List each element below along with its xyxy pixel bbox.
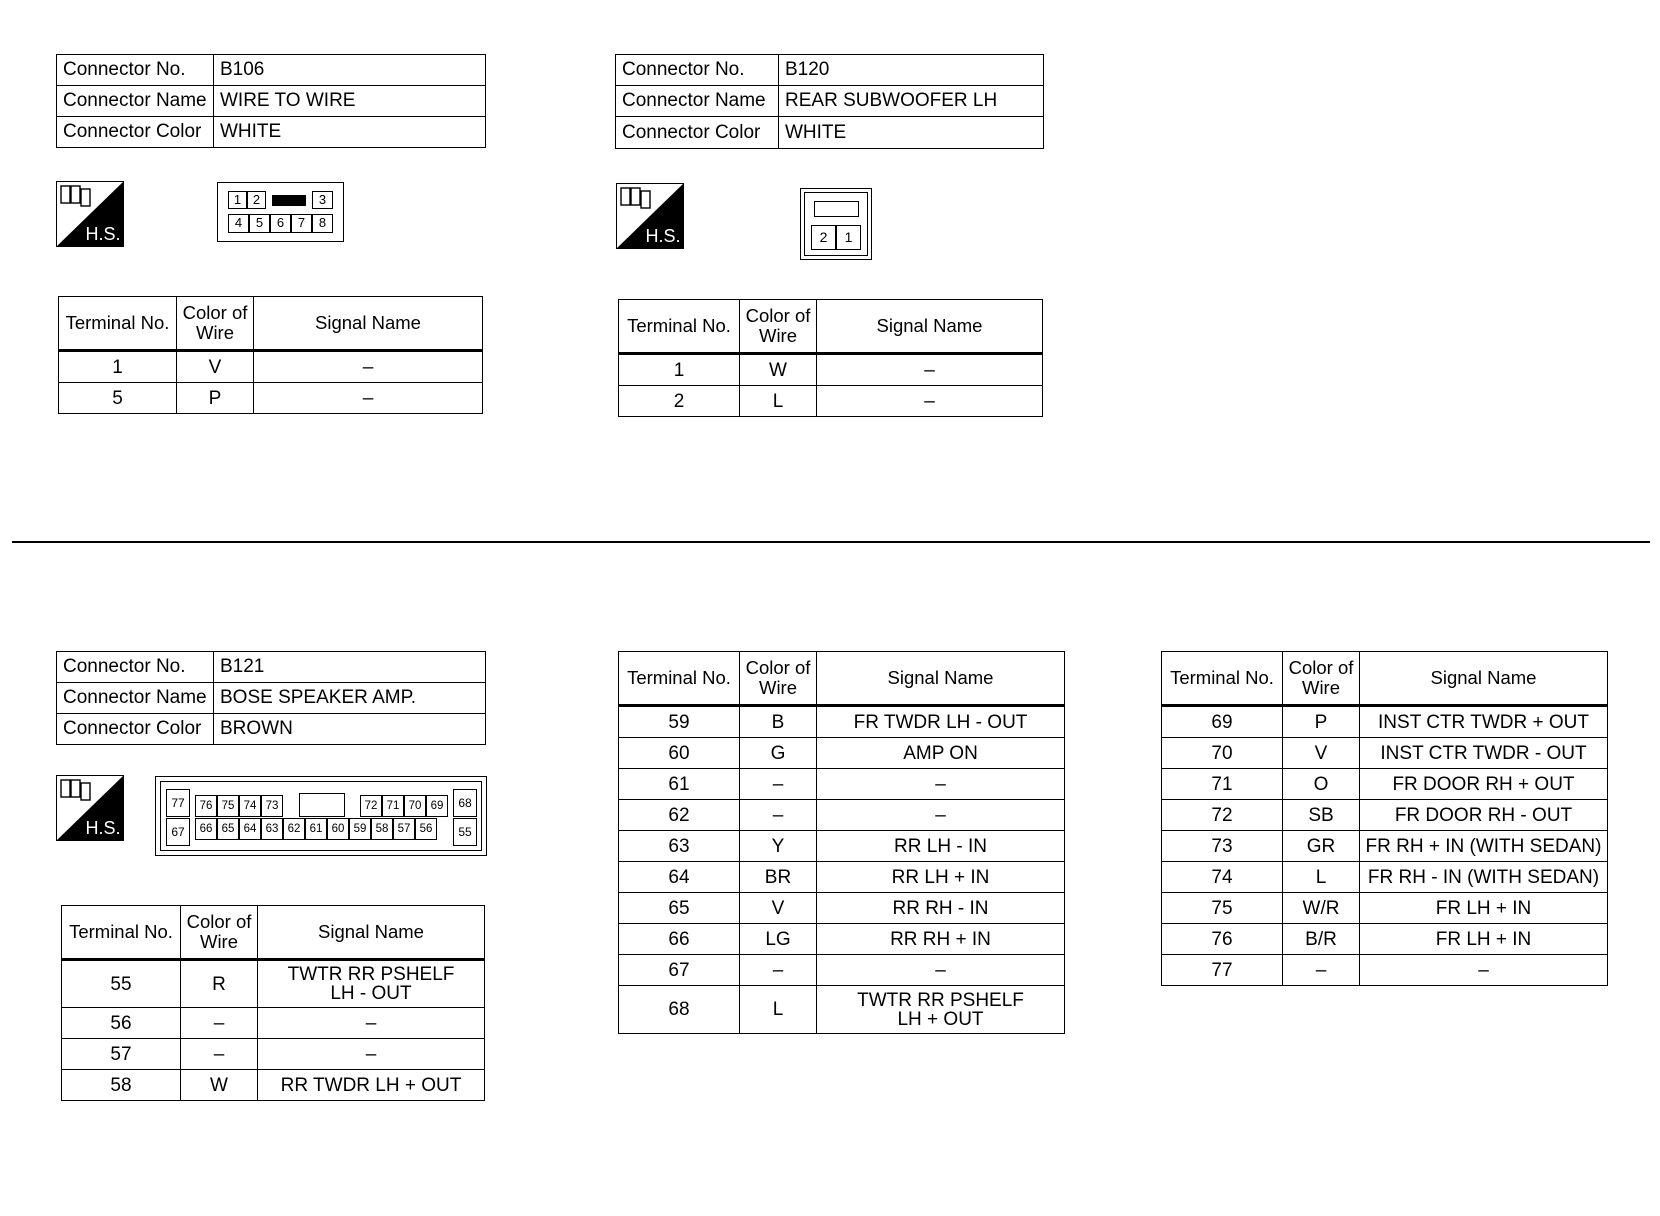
pin: 56 [415,818,437,840]
terminal-no-header: Terminal No. [62,906,181,960]
table-row: 62 – – [619,800,1065,831]
table-row: 63 Y RR LH - IN [619,831,1065,862]
table-row: 60 G AMP ON [619,738,1065,769]
color-of-wire-header: Color of Wire [740,300,817,354]
table-row: 75 W/R FR LH + IN [1162,893,1608,924]
pin: 74 [239,795,261,817]
table-row: 1 V – [59,351,483,383]
table-row: 70 V INST CTR TWDR - OUT [1162,738,1608,769]
pin: 73 [261,795,283,817]
table-row: 71 O FR DOOR RH + OUT [1162,769,1608,800]
svg-text:H.S.: H.S. [85,818,121,838]
connector-color-label: Connector Color [57,117,214,148]
signal-name-header: Signal Name [1360,652,1608,706]
pin: 75 [217,795,239,817]
terminal-no-header: Terminal No. [1162,652,1283,706]
table-row: 68 L TWTR RR PSHELF LH + OUT [619,986,1065,1034]
table-row: 66 LG RR RH + IN [619,924,1065,955]
pin: 62 [283,818,305,840]
signal-name-header: Signal Name [817,300,1043,354]
color-of-wire-header: Color of Wire [181,906,258,960]
pin: 72 [360,795,382,817]
color-of-wire-header: Color of Wire [1283,652,1360,706]
b121-connector-face [155,776,487,856]
pin: 57 [393,818,415,840]
b121-info-table [56,651,486,745]
b106-connector-face [217,182,344,242]
pin: 65 [217,818,239,840]
pin: 2 [247,191,266,209]
table-row: 64 BR RR LH + IN [619,862,1065,893]
pin: 60 [327,818,349,840]
table-row: 1 W – [619,354,1043,386]
pin: 8 [312,214,333,233]
pin: 55 [453,818,477,846]
connector-name-value: BOSE SPEAKER AMP. [214,683,486,714]
connector-name-label: Connector Name [57,86,214,117]
connector-name-label: Connector Name [57,683,214,714]
table-row: 65 V RR RH - IN [619,893,1065,924]
connector-no-label: Connector No. [616,55,779,86]
table-row: 67 – – [619,955,1065,986]
connector-name-label: Connector Name [616,86,779,117]
pin: 70 [404,795,426,817]
harness-side-icon [56,775,124,841]
harness-side-icon [616,183,684,249]
b120-terminal-table [618,299,1043,417]
pin: 61 [305,818,327,840]
table-row: 76 B/R FR LH + IN [1162,924,1608,955]
connector-no-value: B106 [214,55,486,86]
connector-color-label: Connector Color [57,714,214,745]
pin: 64 [239,818,261,840]
b106-terminal-table [58,296,483,414]
pin: 4 [228,214,249,233]
table-row: 56 – – [62,1008,485,1039]
connector-no-value: B121 [214,652,486,683]
b121-terminal-table-c [1161,651,1608,986]
signal-name-header: Signal Name [258,906,485,960]
connector-color-value: WHITE [214,117,486,148]
pin: 63 [261,818,283,840]
table-row: 58 W RR TWDR LH + OUT [62,1070,485,1101]
pin: 1 [836,225,861,250]
table-row: 72 SB FR DOOR RH - OUT [1162,800,1608,831]
color-of-wire-header: Color of Wire [740,652,817,706]
connector-color-value: BROWN [214,714,486,745]
b106-info-table [56,54,486,148]
pin: 59 [349,818,371,840]
pin: 5 [249,214,270,233]
table-row: 77 – – [1162,955,1608,986]
pin: 1 [228,191,247,209]
table-row: 57 – – [62,1039,485,1070]
connector-name-value: REAR SUBWOOFER LH [779,86,1044,117]
pin-key-block [272,195,306,206]
pin: 3 [312,191,333,209]
color-of-wire-header: Color of Wire [177,297,254,351]
pin: 2 [811,225,836,250]
pin: 77 [166,789,190,817]
svg-text:H.S.: H.S. [85,224,121,244]
b120-info-table [615,54,1044,149]
pin-key-slot [814,201,859,217]
table-row: 69 P INST CTR TWDR + OUT [1162,706,1608,738]
connector-color-value: WHITE [779,117,1044,149]
harness-side-icon [56,181,124,247]
table-row: 2 L – [619,386,1043,417]
connector-color-label: Connector Color [616,117,779,149]
pin: 68 [453,789,477,817]
connector-no-label: Connector No. [57,652,214,683]
table-row: 59 B FR TWDR LH - OUT [619,706,1065,738]
pin: 71 [382,795,404,817]
terminal-no-header: Terminal No. [619,300,740,354]
b120-connector-face [800,188,872,260]
table-row: 55 R TWTR RR PSHELF LH - OUT [62,960,485,1008]
section-divider [12,541,1650,543]
connector-no-label: Connector No. [57,55,214,86]
terminal-no-header: Terminal No. [619,652,740,706]
connector-no-value: B120 [779,55,1044,86]
pin: 67 [166,818,190,846]
connector-name-value: WIRE TO WIRE [214,86,486,117]
b121-terminal-table-b [618,651,1065,1034]
b121-terminal-table-a [61,905,485,1101]
pin: 6 [270,214,291,233]
signal-name-header: Signal Name [817,652,1065,706]
terminal-no-header: Terminal No. [59,297,177,351]
pin: 66 [195,818,217,840]
pin: 76 [195,795,217,817]
signal-name-header: Signal Name [254,297,483,351]
pin-key-slot [299,793,345,817]
table-row: 61 – – [619,769,1065,800]
svg-text:H.S.: H.S. [645,226,681,246]
table-row: 5 P – [59,383,483,414]
pin: 58 [371,818,393,840]
pin: 69 [426,795,448,817]
table-row: 73 GR FR RH + IN (WITH SEDAN) [1162,831,1608,862]
pin: 7 [291,214,312,233]
table-row: 74 L FR RH - IN (WITH SEDAN) [1162,862,1608,893]
